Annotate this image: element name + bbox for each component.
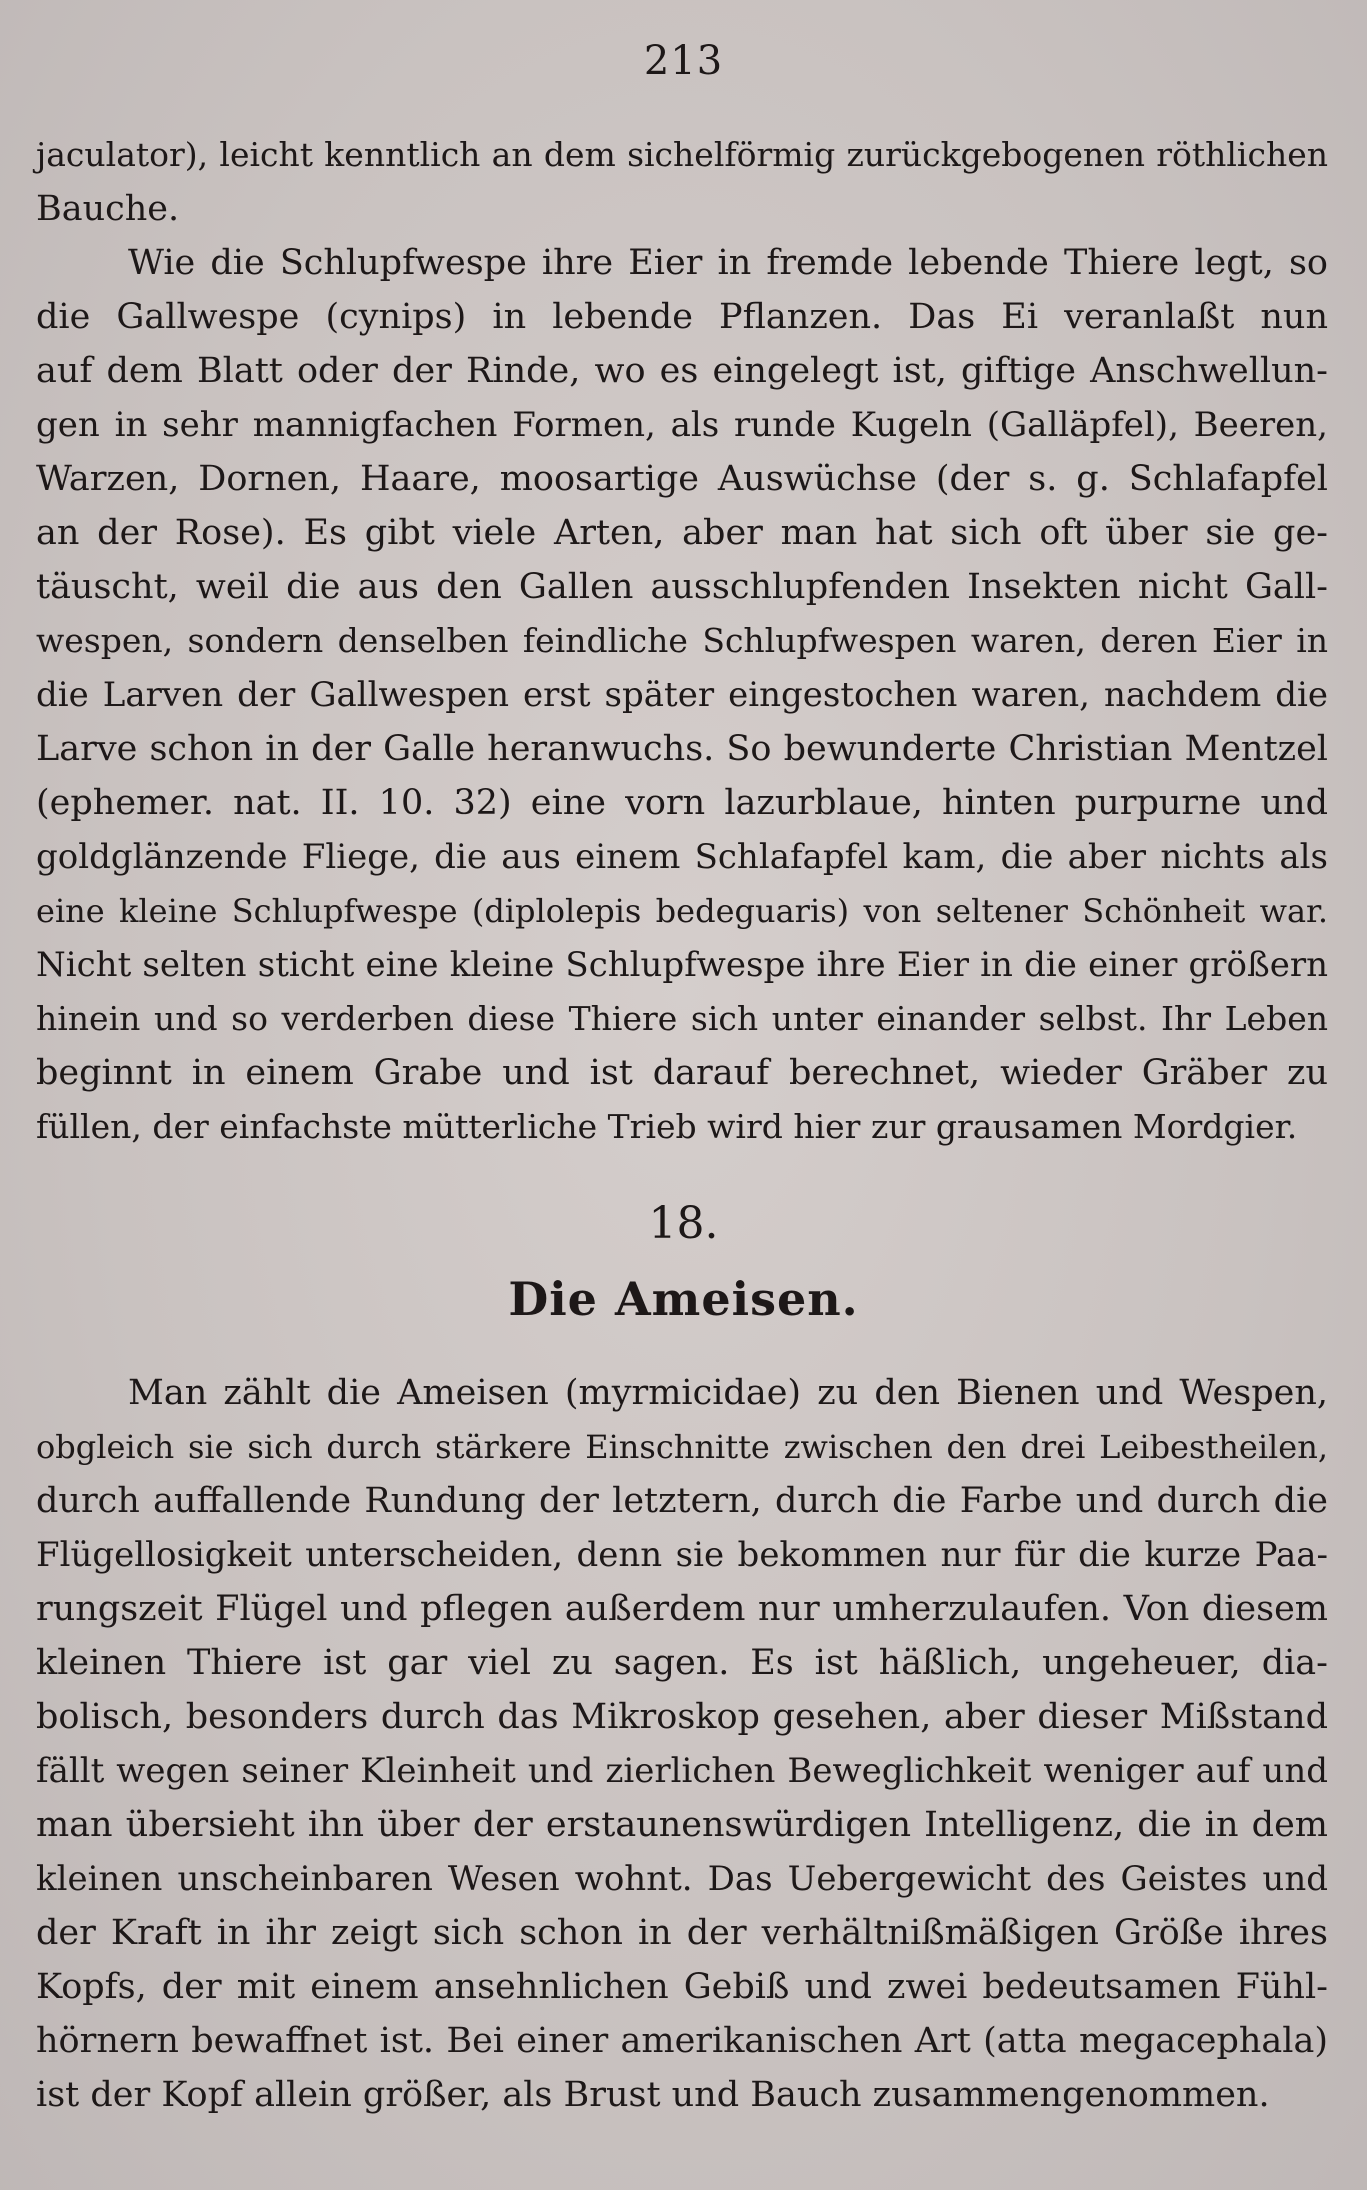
section-number: 18.: [648, 1198, 719, 1249]
text-line: durch auffallende Rundung der letztern, durch die Farbe und durch die: [36, 1481, 1328, 1521]
text-line: die Gallwespe (cynips) in lebende Pflanzen. Das Ei veranlaßt nun: [36, 297, 1328, 337]
paragraph-gallwespe: [36, 236, 1328, 1154]
section-title: Die Ameisen.: [508, 1272, 859, 1326]
text-line: rungszeit Flügel und pflegen außerdem nur umherzulaufen. Von diesem: [36, 1589, 1328, 1629]
text-line: Wie die Schlupfwespe ihre Eier in fremde lebende Thiere legt, so: [128, 243, 1328, 283]
page-number: 213: [643, 38, 724, 84]
text-line: eine kleine Schlupfwespe (diplolepis bedeguaris) von seltener Schönheit war.: [36, 892, 1328, 930]
text-line: kleinen Thiere ist gar viel zu sagen. Es ist häßlich, ungeheuer, dia-: [36, 1643, 1328, 1683]
text-line: beginnt in einem Grabe und ist darauf berechnet, wieder Gräber zu: [36, 1053, 1328, 1093]
text-line: der Kraft in ihr zeigt sich schon in der verhältnißmäßigen Größe ihres: [36, 1913, 1328, 1953]
text-line: (ephemer. nat. II. 10. 32) eine vorn lazurblaue, hinten purpurne und: [36, 783, 1328, 823]
text-line: an der Rose). Es gibt viele Arten, aber man hat sich oft über sie ge-: [36, 513, 1328, 553]
text-line: Larve schon in der Galle heranwuchs. So bewunderte Christian Mentzel: [36, 729, 1328, 769]
text-line: Warzen, Dornen, Haare, moosartige Auswüchse (der s. g. Schlafapfel: [36, 459, 1328, 499]
text-line: Man zählt die Ameisen (myrmicidae) zu den Bienen und Wespen,: [128, 1373, 1328, 1413]
text-line: hinein und so verderben diese Thiere sich unter einander selbst. Ihr Leben: [36, 999, 1328, 1038]
text-line: obgleich sie sich durch stärkere Einschnitte zwischen den drei Leibestheilen,: [36, 1428, 1328, 1466]
text-line: die Larven der Gallwespen erst später eingestochen waren, nachdem die: [36, 675, 1328, 715]
text-line: auf dem Blatt oder der Rinde, wo es eingelegt ist, giftige Anschwellun-: [36, 351, 1328, 391]
text-line: hörnern bewaffnet ist. Bei einer amerikanischen Art (atta megacephala): [36, 2021, 1328, 2061]
text-line: goldglänzende Fliege, die aus einem Schlafapfel kam, die aber nichts als: [36, 837, 1328, 877]
text-line: täuscht, weil die aus den Gallen ausschlupfenden Insekten nicht Gall-: [36, 567, 1328, 607]
text-line: man übersieht ihn über der erstaunenswürdigen Intelligenz, die in dem: [36, 1805, 1328, 1845]
text-line: füllen, der einfachste mütterliche Trieb wird hier zur grausamen Mordgier.: [36, 1107, 1298, 1146]
text-line: Bauche.: [36, 189, 180, 229]
paragraph-continuation: [36, 128, 1328, 236]
text-line: kleinen unscheinbaren Wesen wohnt. Das Uebergewicht des Geistes und: [36, 1859, 1328, 1899]
text-line: Kopfs, der mit einem ansehnlichen Gebiß und zwei bedeutsamen Fühl-: [36, 1967, 1328, 2007]
text-line: Flügellosigkeit unterscheiden, denn sie bekommen nur für die kurze Paa-: [36, 1535, 1328, 1575]
paragraph-ameisen: [36, 1366, 1328, 2122]
text-line: fällt wegen seiner Kleinheit und zierlichen Beweglichkeit weniger auf und: [36, 1751, 1328, 1791]
text-line: ist der Kopf allein größer, als Brust und Bauch zusammengenommen.: [36, 2075, 1270, 2115]
text-line: wespen, sondern denselben feindliche Schlupfwespen waren, deren Eier in: [36, 621, 1328, 660]
text-line: jaculator), leicht kenntlich an dem sichelförmig zurückgebogenen röthlichen: [36, 135, 1328, 174]
text-line: bolisch, besonders durch das Mikroskop gesehen, aber dieser Mißstand: [36, 1697, 1328, 1737]
text-line: Nicht selten sticht eine kleine Schlupfwespe ihre Eier in die einer größern: [36, 945, 1328, 985]
text-line: gen in sehr mannigfachen Formen, als runde Kugeln (Galläpfel), Beeren,: [36, 405, 1328, 445]
